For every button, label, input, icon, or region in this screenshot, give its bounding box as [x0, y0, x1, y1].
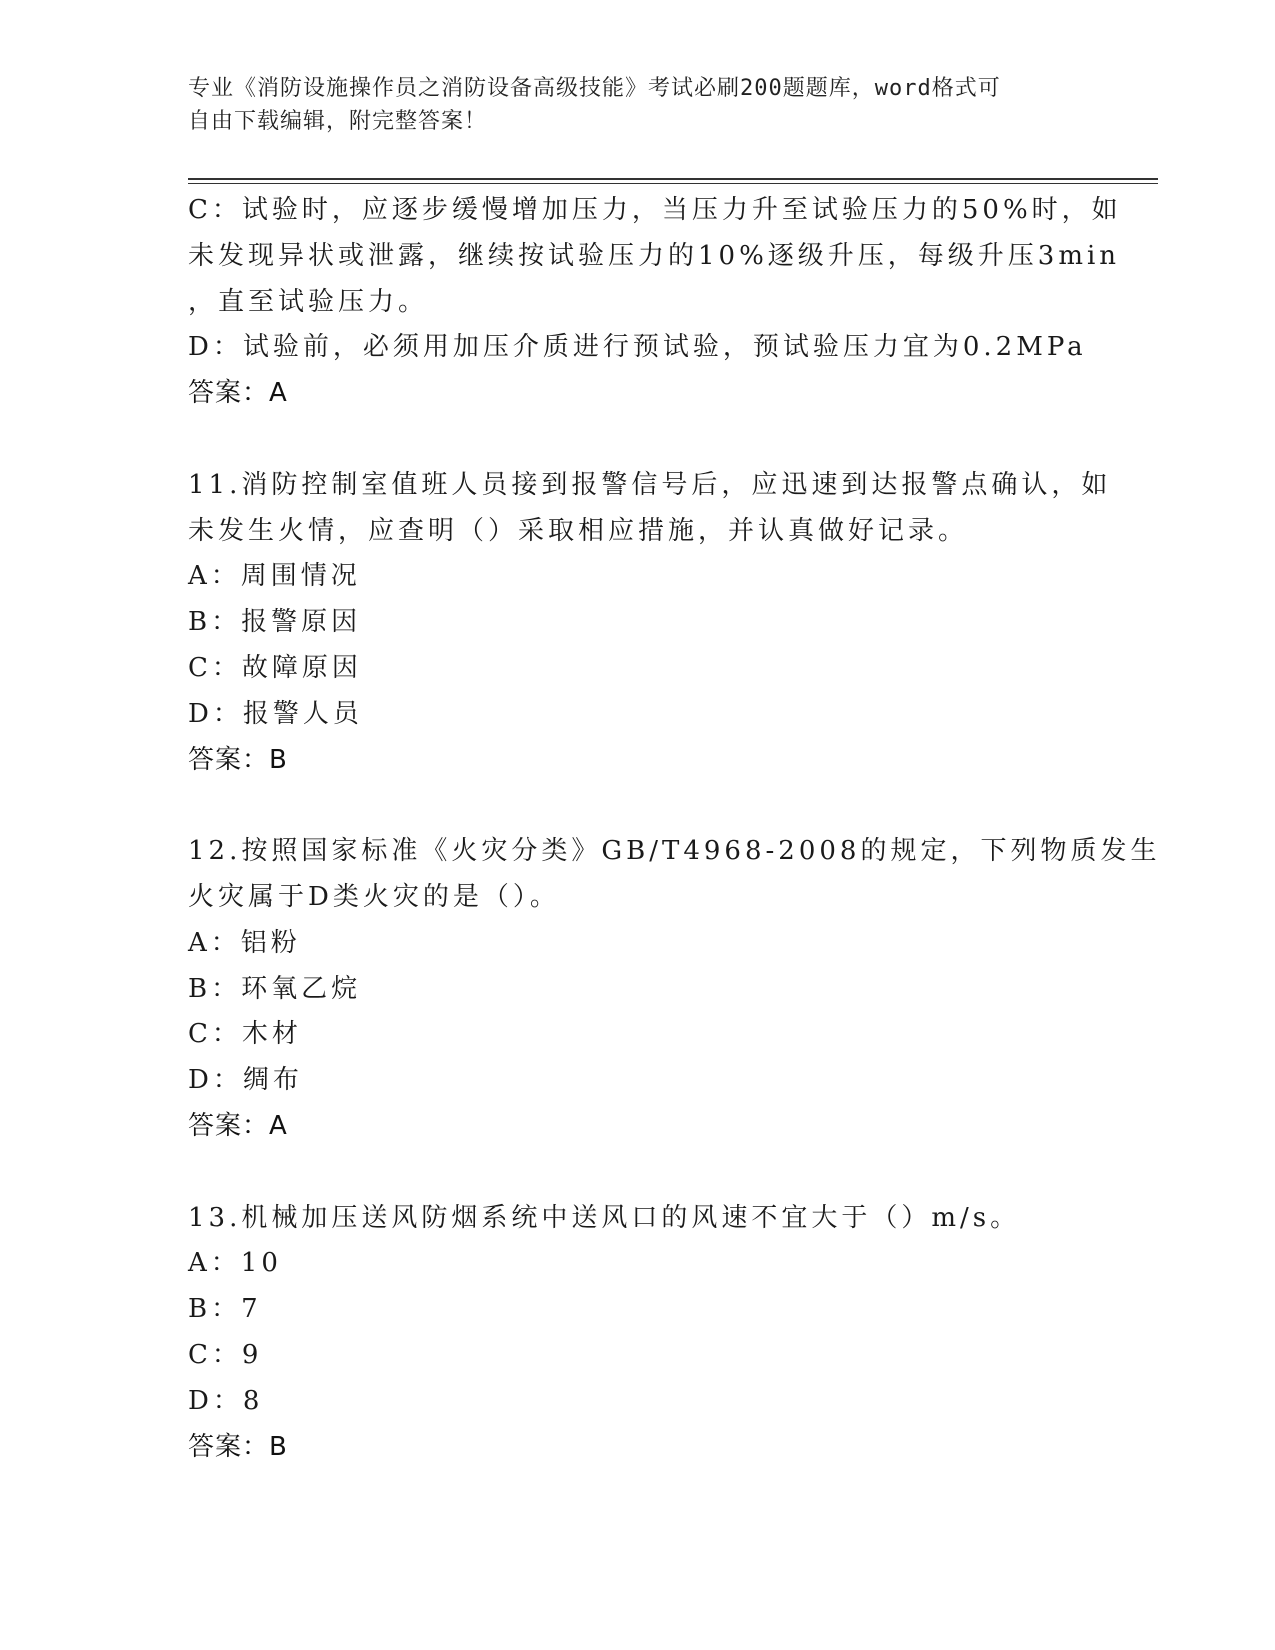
answer: 答案：B: [188, 1431, 288, 1462]
option-d: D：试验前，必须用加压介质进行预试验，预试验压力宜为0.2MPa: [188, 332, 1087, 363]
question-11: [188, 463, 1112, 784]
answer: 答案：A: [188, 378, 288, 409]
option-b: B：7: [188, 1294, 262, 1325]
option-a: A：10: [188, 1248, 282, 1279]
option-a: A：周围情况: [188, 561, 361, 592]
option-d: D：8: [188, 1385, 264, 1416]
option-a: A：铝粉: [188, 927, 301, 958]
question-stem-line-2: 未发生火情，应查明（）采取相应措施，并认真做好记录。: [188, 515, 969, 546]
question-13: [188, 1196, 1088, 1471]
question-stem-line-1: 11.消防控制室值班人员接到报警信号后，应迅速到达报警点确认，如: [188, 469, 1112, 500]
question-stem-line-1: 13.机械加压送风防烟系统中送风口的风速不宜大于（）m/s。: [188, 1202, 1021, 1233]
answer: 答案：B: [188, 744, 288, 775]
answer: 答案：A: [188, 1110, 288, 1141]
option-c: C：木材: [188, 1019, 302, 1050]
question-stem-line-2: 火灾属于D类火灾的是（）。: [188, 881, 560, 912]
header-line-1: 专业《消防设施操作员之消防设备高级技能》考试必刷200题题库，word格式可: [188, 76, 1001, 101]
header-divider-thick: [188, 178, 1158, 180]
header-divider-thin: [188, 183, 1158, 184]
option-c: C：9: [188, 1339, 263, 1370]
option-c: C：故障原因: [188, 652, 362, 683]
option-b: B：报警原因: [188, 607, 362, 638]
document-header: [188, 72, 1068, 138]
question-12: [188, 829, 1161, 1150]
question-stem-line-1: 12.按照国家标准《火灾分类》GB/T4968-2008的规定，下列物质发生: [188, 836, 1161, 867]
option-c-line-2: 未发现异状或泄露，继续按试验压力的10%逐级升压，每级升压3min: [188, 240, 1121, 271]
question-list: [188, 188, 1161, 1470]
question-10-continued: [188, 188, 1122, 417]
option-c-line-1: C：试验时，应逐步缓慢增加压力，当压力升至试验压力的50%时，如: [188, 195, 1122, 225]
header-line-2: 自由下载编辑，附完整答案！: [188, 109, 488, 134]
option-d: D：绸布: [188, 1065, 303, 1096]
option-c-line-3: ，直至试验压力。: [188, 286, 429, 317]
option-d: D：报警人员: [188, 698, 363, 729]
option-b: B：环氧乙烷: [188, 973, 362, 1004]
